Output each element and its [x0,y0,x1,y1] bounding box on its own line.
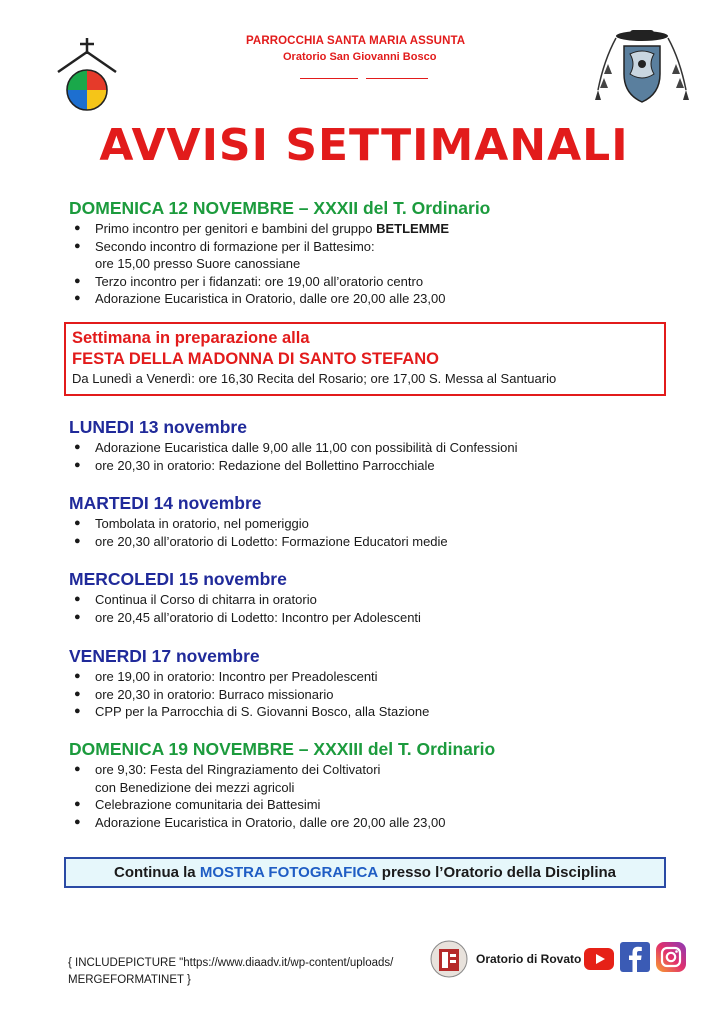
footer-field-code [68,955,393,989]
section-venerdi-17 [69,645,689,721]
bullet-icon: ● [74,222,81,234]
field-code-line-1: { INCLUDEPICTURE "https://www.diaadv.it/wp-content/uploads/ [68,957,394,969]
oratorio-rovato-label: Oratorio di Rovato [476,952,582,966]
bullet-icon: ● [74,292,81,304]
section-title: VENERDI 17 novembre [69,646,260,666]
mostra-pre: Continua la [113,864,200,881]
section-domenica-12 [69,197,689,308]
footer-social [430,940,690,980]
bullet-icon: ● [74,458,81,471]
section-lunedi-13 [69,416,689,474]
list-item: ● Adorazione Eucaristica in Oratorio, dalle ore 20,00 alle 23,00 [74,814,446,830]
bullet-icon: ● [74,534,81,547]
bullet-icon: ● [74,815,81,828]
section-title: LUNEDI 13 novembre [69,417,247,437]
section-title: DOMENICA 19 NOVEMBRE – XXXIII del T. Ordinario [69,739,496,759]
section-domenica-19 [69,738,689,831]
bullet-icon: ● [74,274,81,287]
facebook-icon[interactable] [620,942,650,972]
bullet-icon: ● [74,705,81,717]
bullet-icon: ● [74,763,81,775]
coat-of-arms-logo [594,30,690,106]
list-item: ● Terzo incontro per i fidanzati: ore 19,00 all’oratorio centro [74,273,424,289]
main-title: AVVISI SETTIMANALI [99,120,629,171]
list-item: ● Secondo incontro di formazione per il Battesimo: ore 15,00 presso Suore canossiane [74,238,375,271]
list-item: ● ore 20,30 in oratorio: Burraco missionario [74,686,334,702]
field-code-line-2: MERGEFORMATINET } [68,974,191,986]
list-item: ● Tombolata in oratorio, nel pomeriggio [74,516,309,531]
list-item: ● Primo incontro per genitori e bambini del gruppo BETLEMME [74,221,450,236]
bullet-icon: ● [74,798,81,810]
parish-name: PARROCCHIA SANTA MARIA ASSUNTA [246,35,466,47]
bullet-icon: ● [74,610,81,623]
bullet-icon: ● [74,239,81,252]
oratorio-avatar-icon [430,940,468,978]
list-item: ● Celebrazione comunitaria dei Battesimi [74,797,321,812]
section-martedi-14 [69,492,689,550]
mostra-post: presso l’Oratorio della Disciplina [377,864,617,881]
festa-line-1: Settimana in preparazione alla [72,329,310,347]
festa-line-2: FESTA DELLA MADONNA DI SANTO STEFANO [72,350,439,368]
bullet-icon: ● [74,517,81,529]
header-divider [300,78,428,79]
list-item: ● ore 19,00 in oratorio: Incontro per Preadolescenti [74,669,378,684]
section-title: DOMENICA 12 NOVEMBRE – XXXII del T. Ordinario [69,198,491,218]
list-item: ● ore 20,30 in oratorio: Redazione del Bollettino Parrocchiale [74,457,435,473]
list-item: ● Adorazione Eucaristica dalle 9,00 alle 11,00 con possibilità di Confessioni [74,440,518,455]
oratorio-name: Oratorio San Giovanni Bosco [283,51,437,63]
section-mercoledi-15 [69,568,689,626]
festa-line-3: Da Lunedì a Venerdì: ore 16,30 Recita del Rosario; ore 17,00 S. Messa al Santuario [72,371,557,386]
list-item: ● Adorazione Eucaristica in Oratorio, dalle ore 20,00 alle 23,00 [74,291,446,306]
instagram-icon[interactable] [656,942,686,972]
list-item: ● ore 9,30: Festa del Ringraziamento dei Coltivatori con Benedizione dei mezzi agricoli [74,762,381,795]
youtube-icon[interactable] [584,948,614,970]
bullet-icon: ● [74,687,81,700]
festa-announcement-box [64,322,666,396]
bullet-icon: ● [74,670,81,682]
bullet-icon: ● [74,593,81,605]
mostra-highlight: MOSTRA FOTOGRAFICA [199,864,378,881]
puzzle-house-logo [54,38,120,112]
list-item: ● CPP per la Parrocchia di S. Giovanni Bosco, alla Stazione [74,704,430,719]
section-title: MARTEDI 14 novembre [69,493,262,513]
list-item: ● ore 20,30 all’oratorio di Lodetto: Formazione Educatori medie [74,533,448,549]
list-item: ● ore 20,45 all’oratorio di Lodetto: Incontro per Adolescenti [74,609,421,625]
list-item: ● Continua il Corso di chitarra in oratorio [74,592,317,607]
bullet-icon: ● [74,441,81,453]
section-title: MERCOLEDI 15 novembre [69,569,287,589]
mostra-fotografica-box [64,857,666,888]
